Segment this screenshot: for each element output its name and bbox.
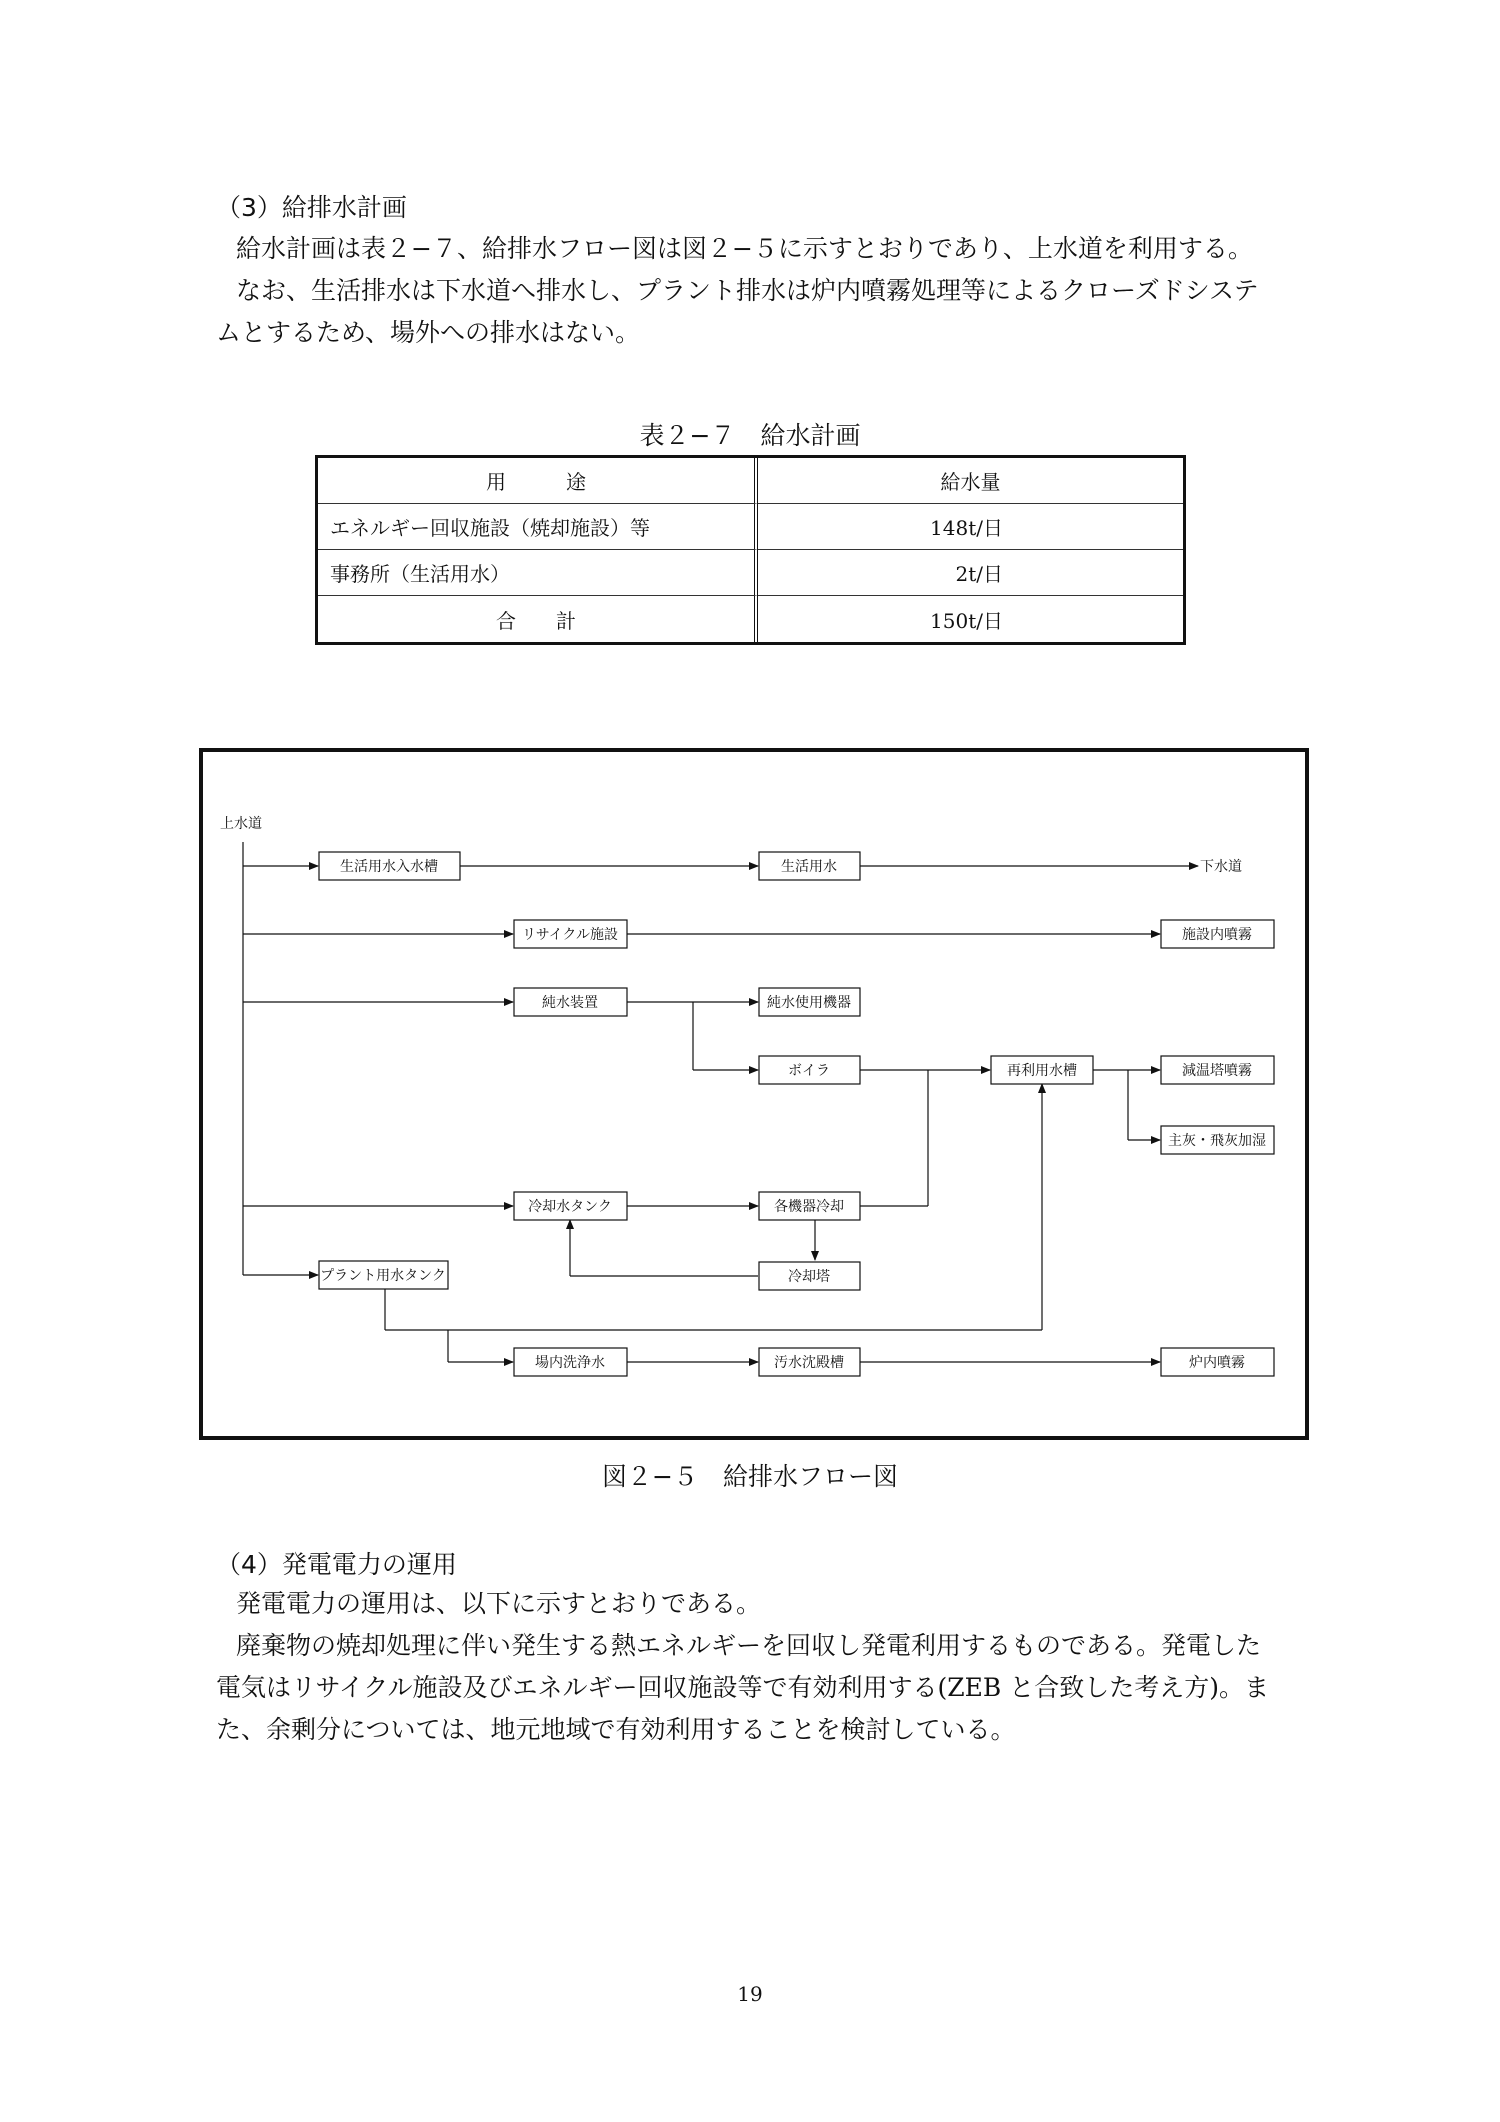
table-total-amount: 150t/日 bbox=[930, 608, 1003, 633]
node-gesuido-label: 下水道 bbox=[1200, 859, 1242, 875]
node-plant-tank-label: プラント用水タンク bbox=[320, 1268, 446, 1284]
node-seikatsu-nyusui-label: 生活用水入水槽 bbox=[340, 859, 438, 875]
section-4-heading: （4）発電電力の運用 bbox=[216, 1550, 457, 1579]
section-4-paragraph-2-line-2: 電気はリサイクル施設及びエネルギー回収施設等で有効利用する(ZEB と合致した考え方)。ま bbox=[216, 1673, 1269, 1702]
node-reikyaku-tank-label: 冷却水タンク bbox=[528, 1199, 612, 1215]
table-cell-use: 事務所（生活用水） bbox=[318, 550, 758, 596]
node-seikatsu-yousui-label: 生活用水 bbox=[781, 859, 837, 875]
table-cell-use: エネルギー回収施設（焼却施設）等 bbox=[318, 504, 758, 550]
node-sairiyou-label: 再利用水槽 bbox=[1007, 1063, 1077, 1079]
node-kakuki-label: 各機器冷却 bbox=[774, 1199, 844, 1215]
node-jonai-label: 場内洗浄水 bbox=[535, 1355, 605, 1371]
node-recycle-label: リサイクル施設 bbox=[521, 927, 619, 943]
table-cell-amount: 148t/日 bbox=[758, 504, 1183, 550]
table-header-use: 用 途 bbox=[318, 458, 758, 504]
node-shubai-label: 主灰・飛灰加湿 bbox=[1168, 1133, 1266, 1149]
section-3-paragraph-1: 給水計画は表２−７、給排水フロー図は図２−５に示すとおりであり、上水道を利用する。 bbox=[236, 234, 1253, 263]
section-3-heading: （3）給排水計画 bbox=[216, 193, 407, 222]
section-4-paragraph-2-line-3: た、余剰分については、地元地域で有効利用することを検討している。 bbox=[216, 1715, 1016, 1744]
table-cell-amount: 2t/日 bbox=[758, 550, 1183, 596]
section-4-paragraph-2-line-1: 廃棄物の焼却処理に伴い発生する熱エネルギーを回収し発電利用するものである。発電した bbox=[236, 1631, 1262, 1660]
section-4-paragraph-1: 発電電力の運用は、以下に示すとおりである。 bbox=[236, 1589, 762, 1618]
node-osui-label: 汚水沈殿槽 bbox=[774, 1355, 844, 1371]
section-3-paragraph-2-line-2: ムとするため、場外への排水はない。 bbox=[216, 318, 641, 347]
section-3-paragraph-2-line-1: なお、生活排水は下水道へ排水し、プラント排水は炉内噴霧処理等によるクローズドシステ bbox=[236, 276, 1259, 305]
table-total-label: 合 計 bbox=[318, 596, 758, 642]
table-header-amount: 給水量 bbox=[758, 458, 1183, 504]
figure-caption: 図２−５ 給排水フロー図 bbox=[602, 1462, 898, 1491]
node-shisetsu-funmu-label: 施設内噴霧 bbox=[1182, 927, 1252, 943]
node-ronai-label: 炉内噴霧 bbox=[1189, 1355, 1245, 1371]
node-genon-label: 減温塔噴霧 bbox=[1182, 1063, 1252, 1079]
node-boiler-label: ボイラ bbox=[788, 1063, 830, 1079]
page-number: 19 bbox=[737, 1982, 763, 2006]
flow-source-label: 上水道 bbox=[220, 816, 262, 832]
node-reikyakutou-label: 冷却塔 bbox=[788, 1269, 830, 1285]
table-caption: 表２−７ 給水計画 bbox=[639, 421, 861, 450]
node-junsui-label: 純水装置 bbox=[542, 995, 598, 1011]
node-junsui-kiki-label: 純水使用機器 bbox=[767, 995, 851, 1011]
